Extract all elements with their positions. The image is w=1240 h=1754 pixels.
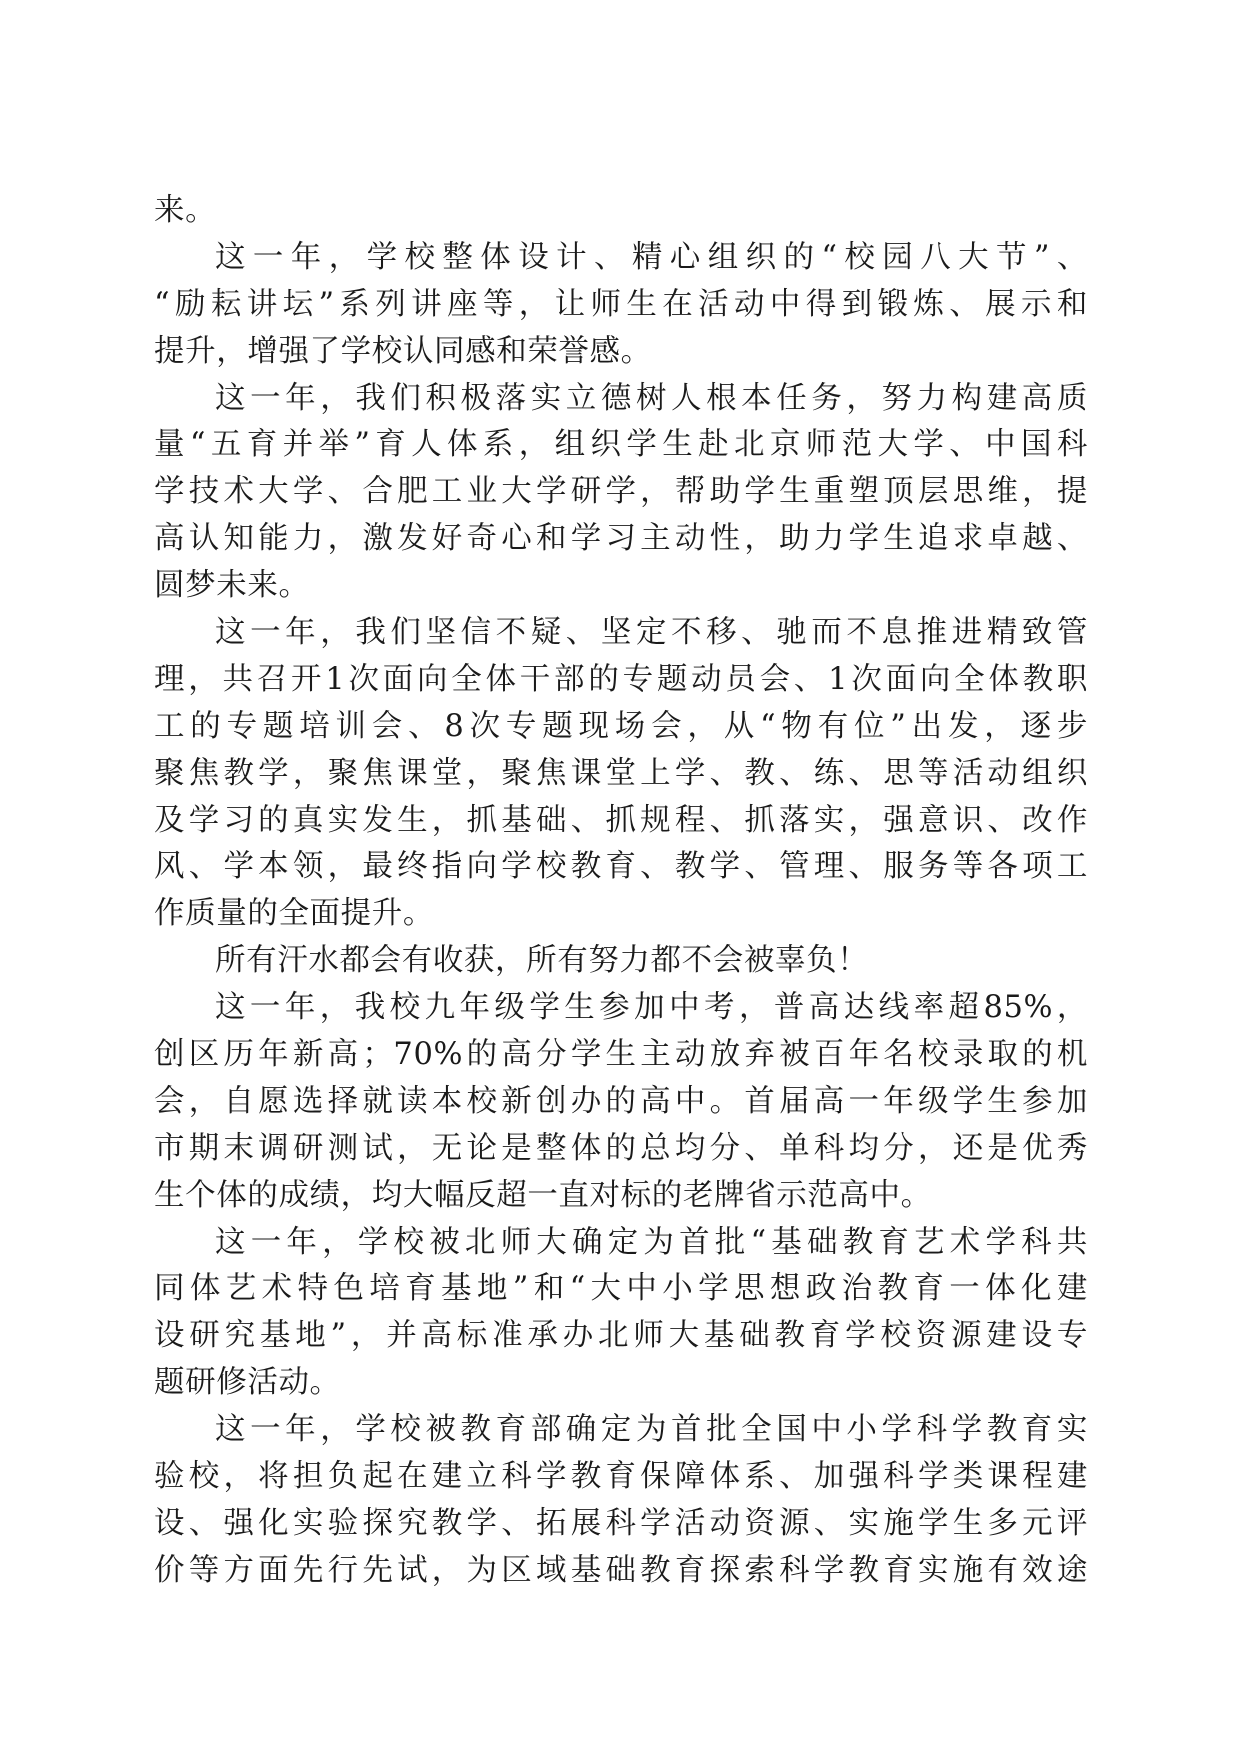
text-line: 所有汗水都会有收获，所有努力都不会被辜负！ [215, 943, 869, 979]
text-line: 这一年，学校整体设计、精心组织的“校园八大节”、 [215, 239, 1088, 275]
paragraph [154, 985, 1088, 1219]
text-line: 价等方面先行先试，为区域基础教育探索科学教育实施有效途 [154, 1552, 1088, 1588]
paragraph [154, 1407, 1088, 1595]
paragraph [154, 610, 1088, 938]
text-line: 来。 [154, 193, 217, 228]
document-body [154, 188, 1088, 1595]
text-line: 这一年，学校被教育部确定为首批全国中小学科学教育实 [215, 1412, 1088, 1448]
text-line: 这一年，学校被北师大确定为首批“基础教育艺术学科共 [215, 1224, 1088, 1260]
text-line: 题研修活动。 [154, 1365, 341, 1401]
text-line: 这一年，我们积极落实立德树人根本任务，努力构建高质 [215, 380, 1088, 416]
text-line: 圆梦未来。 [154, 568, 310, 604]
text-line: 及学习的真实发生，抓基础、抓规程、抓落实，强意识、改作 [154, 802, 1088, 838]
text-line: 设研究基地”，并高标准承办北师大基础教育学校资源建设专 [154, 1318, 1088, 1354]
paragraph [154, 376, 1088, 610]
paragraph [154, 1220, 1088, 1408]
text-line: 这一年，我校九年级学生参加中考，普高达线率超85%， [215, 990, 1088, 1026]
paragraph [154, 938, 1088, 985]
text-line: 市期末调研测试，无论是整体的总均分、单科均分，还是优秀 [154, 1130, 1088, 1166]
text-line: 学技术大学、合肥工业大学研学，帮助学生重塑顶层思维，提 [154, 474, 1088, 510]
text-line: 风、学本领，最终指向学校教育、教学、管理、服务等各项工 [154, 849, 1088, 885]
text-line: 创区历年新高；70%的高分学生主动放弃被百年名校录取的机 [154, 1037, 1088, 1073]
text-line: 会，自愿选择就读本校新创办的高中。首届高一年级学生参加 [154, 1083, 1088, 1119]
text-line: 设、强化实验探究教学、拓展科学活动资源、实施学生多元评 [154, 1505, 1088, 1541]
paragraph [154, 188, 1088, 235]
text-line: 同体艺术特色培育基地”和“大中小学思想政治教育一体化建 [154, 1271, 1088, 1307]
text-line: 提升，增强了学校认同感和荣誉感。 [154, 333, 652, 369]
text-line: 量“五育并举”育人体系，组织学生赴北京师范大学、中国科 [154, 427, 1088, 463]
text-line: 工的专题培训会、8次专题现场会，从“物有位”出发，逐步 [154, 708, 1088, 744]
text-line: 验校，将担负起在建立科学教育保障体系、加强科学类课程建 [154, 1459, 1088, 1495]
text-line: 生个体的成绩，均大幅反超一直对标的老牌省示范高中。 [154, 1177, 932, 1213]
text-line: 高认知能力，激发好奇心和学习主动性，助力学生追求卓越、 [154, 521, 1088, 557]
text-line: 聚焦教学，聚焦课堂，聚焦课堂上学、教、练、思等活动组织 [154, 755, 1088, 791]
text-line: 理，共召开1次面向全体干部的专题动员会、1次面向全体教职 [154, 661, 1088, 697]
text-line: “励耘讲坛”系列讲座等，让师生在活动中得到锻炼、展示和 [154, 286, 1088, 322]
text-line: 这一年，我们坚信不疑、坚定不移、驰而不息推进精致管 [215, 615, 1088, 651]
paragraph [154, 235, 1088, 376]
text-line: 作质量的全面提升。 [154, 896, 434, 932]
